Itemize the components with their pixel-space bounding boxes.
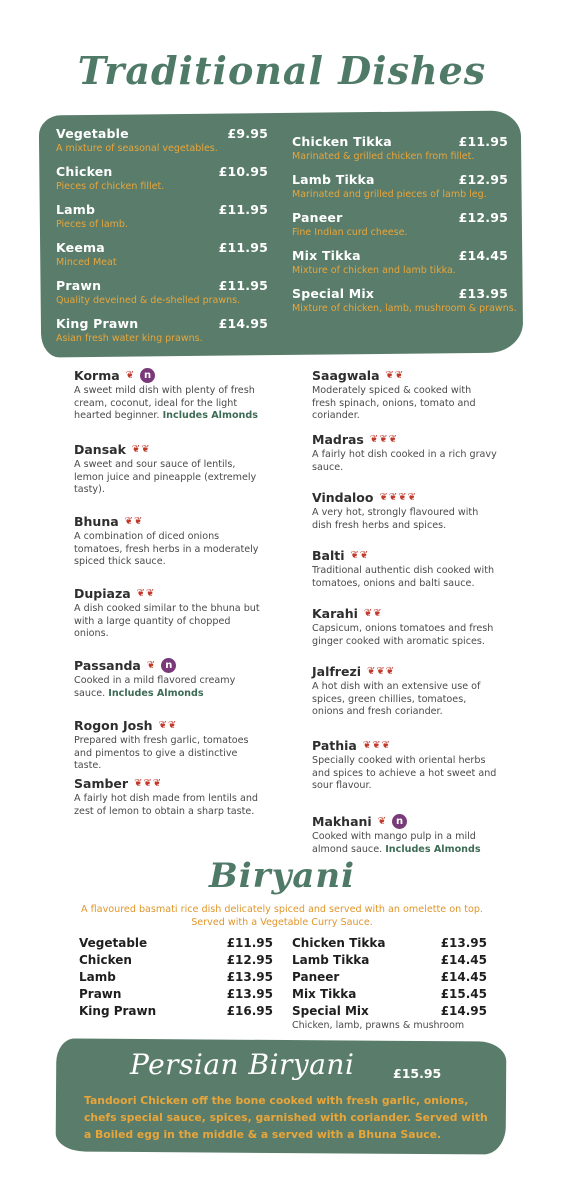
curry-desc: A sweet mild dish with plenty of fresh cream, coconut, ideal for the light hearted beginner. Includes Almonds <box>74 385 258 421</box>
menu-item <box>56 164 268 202</box>
curry-name: Vindaloo <box>312 489 374 505</box>
item-name: Chicken Tikka <box>292 936 386 951</box>
nut-icon: n <box>140 368 155 383</box>
item-name: Vegetable <box>56 126 129 141</box>
item-price: £14.45 <box>458 248 508 263</box>
item-name: Vegetable <box>79 936 148 951</box>
chili-icon: ❦❦❦ <box>134 777 163 789</box>
menu-item <box>292 172 508 210</box>
item-desc: Mixture of chicken and lamb tikka. <box>292 265 456 276</box>
curry-name: Bhuna <box>74 513 119 529</box>
biryani-item <box>79 952 273 969</box>
biryani-item <box>292 985 487 1002</box>
item-price: £11.95 <box>218 240 268 255</box>
item-name: Special Mix <box>292 1003 369 1018</box>
curry-item <box>312 737 498 793</box>
item-price: £13.95 <box>458 286 508 301</box>
curry-desc: Specially cooked with oriental herbs and spices to achieve a hot sweet and sour flavour. <box>312 755 497 791</box>
biryani-intro-line: Served with a Vegetable Curry Sauce. <box>191 916 373 928</box>
curry-desc: Cooked with mango pulp in a mild almond sauce. Includes Almonds <box>312 831 481 855</box>
chili-icon: ❦ <box>125 369 136 381</box>
persian-biryani-title: Persian Biryani <box>130 1048 355 1081</box>
curry-desc: Moderately spiced & cooked with fresh spinach, onions, tomato and coriander. <box>312 385 476 421</box>
item-desc: Pieces of chicken fillet. <box>56 181 165 192</box>
item-desc: Quality deveined & de-shelled prawns. <box>56 295 241 306</box>
item-desc: Fine Indian curd cheese. <box>292 227 408 238</box>
item-price: £14.45 <box>440 953 487 968</box>
curry-name: Rogon Josh <box>74 717 153 733</box>
item-price: £11.95 <box>218 278 268 293</box>
item-name: Lamb Tikka <box>292 172 375 187</box>
item-price: £14.95 <box>218 316 268 331</box>
chili-icon: ❦ <box>146 659 157 671</box>
allergen-note: Includes Almonds <box>108 687 204 699</box>
item-price: £12.95 <box>226 953 273 968</box>
chili-icon: ❦❦❦ <box>362 739 391 751</box>
item-price: £9.95 <box>227 126 268 141</box>
curry-name: Samber <box>74 775 129 791</box>
menu-item <box>292 210 508 248</box>
biryani-item <box>79 1002 273 1019</box>
item-price: £13.95 <box>226 969 273 984</box>
chili-icon: ❦❦ <box>136 587 156 599</box>
page-title: Traditional Dishes <box>77 48 487 93</box>
curry-desc: A sweet and sour sauce of lentils, lemon juice and pineapple (extremely tasty). <box>74 459 257 495</box>
item-price: £12.95 <box>458 210 508 225</box>
item-price: £16.95 <box>226 1003 273 1018</box>
chili-icon: ❦❦❦ <box>369 433 399 445</box>
item-desc: A mixture of seasonal vegetables. <box>56 143 218 154</box>
curry-item <box>312 605 498 648</box>
biryani-intro <box>0 904 564 929</box>
curry-desc: A dish cooked similar to the bhuna but with a large quantity of chopped onions. <box>74 603 260 639</box>
chili-icon: ❦❦ <box>385 369 405 381</box>
chili-icon: ❦❦❦ <box>367 665 396 677</box>
biryani-item <box>79 985 273 1002</box>
curry-item <box>74 775 264 818</box>
item-name: Prawn <box>79 986 122 1001</box>
menu-item <box>292 286 517 324</box>
item-price: £11.95 <box>218 202 268 217</box>
biryani-item <box>292 1002 487 1019</box>
item-price: £14.95 <box>440 1003 487 1018</box>
curry-name: Balti <box>312 547 345 563</box>
nut-icon: n <box>161 658 176 673</box>
curry-name: Jalfrezi <box>312 663 362 679</box>
item-name: Chicken <box>79 953 132 968</box>
chili-icon: ❦❦ <box>158 719 178 731</box>
item-price: £13.95 <box>226 986 273 1001</box>
menu-item <box>292 134 508 172</box>
item-price: £14.45 <box>440 969 487 984</box>
item-desc: Minced Meat <box>56 257 117 268</box>
item-name: Paneer <box>292 969 340 984</box>
curry-item <box>74 717 264 773</box>
chili-icon: ❦❦ <box>131 443 151 455</box>
item-price: £11.95 <box>458 134 508 149</box>
biryani-item <box>292 935 487 952</box>
item-name: Prawn <box>56 278 102 293</box>
curry-desc: Traditional authentic dish cooked with tomatoes, onions and balti sauce. <box>312 565 495 589</box>
item-name: Mix Tikka <box>292 986 357 1001</box>
curry-item <box>312 489 498 532</box>
curry-desc: Prepared with fresh garlic, tomatoes and pimentos to give a distinctive taste. <box>74 735 249 771</box>
item-price: £12.95 <box>458 172 508 187</box>
biryani-right-column <box>292 935 487 1031</box>
chili-icon: ❦❦ <box>350 549 370 561</box>
persian-biryani-price: £15.95 <box>393 1066 442 1081</box>
biryani-item <box>292 969 487 986</box>
curry-name: Madras <box>312 431 364 447</box>
curry-name: Pathia <box>312 737 357 753</box>
item-desc: Mixture of chicken, lamb, mushroom & prawns. <box>292 303 517 314</box>
item-price: £15.45 <box>440 986 487 1001</box>
nut-icon: n <box>392 814 407 829</box>
curry-name: Makhani <box>312 813 372 829</box>
curry-item <box>312 663 498 719</box>
curry-item <box>312 547 498 590</box>
curry-name: Saagwala <box>312 367 380 383</box>
item-name: Keema <box>56 240 105 255</box>
curry-desc: A hot dish with an extensive use of spices, green chillies, tomatoes, onions and fresh coriander. <box>312 681 481 717</box>
curry-item <box>74 513 264 569</box>
curry-name: Korma <box>74 367 120 383</box>
curry-name: Passanda <box>74 657 141 673</box>
curry-item <box>312 431 498 474</box>
item-name: King Prawn <box>56 316 139 331</box>
persian-biryani-desc: Tandoori Chicken off the bone cooked with fresh garlic, onions, chefs special sauce, spices, garnished with coriander. Served with a Boiled egg in the middle & a served with a Bhuna Sauce. <box>84 1094 488 1141</box>
chili-icon: ❦❦ <box>124 515 144 527</box>
curry-name: Dansak <box>74 441 126 457</box>
allergen-note: Includes Almonds <box>385 843 481 855</box>
allergen-note: Includes Almonds <box>162 410 258 421</box>
special-mix-note: Chicken, lamb, prawns & mushroom <box>292 1019 465 1031</box>
chili-icon: ❦❦ <box>363 607 383 619</box>
item-name: Lamb Tikka <box>292 953 370 968</box>
biryani-left-column <box>79 935 273 1019</box>
chili-icon: ❦ <box>377 815 388 827</box>
item-price: £11.95 <box>226 936 273 951</box>
biryani-intro-line: A flavoured basmati rice dish delicately spiced and served with an omelette on top. <box>81 904 483 915</box>
item-name: King Prawn <box>79 1003 157 1018</box>
item-desc: Pieces of lamb. <box>56 219 128 230</box>
menu-item <box>56 278 268 316</box>
curry-item <box>74 585 264 641</box>
panel-right-column <box>292 134 517 324</box>
item-name: Chicken <box>56 164 113 179</box>
menu-item <box>292 248 508 286</box>
menu-item <box>56 316 268 354</box>
curry-desc: A combination of diced onions tomatoes, fresh herbs in a moderately spiced thick sauce. <box>74 531 259 567</box>
biryani-item <box>79 969 273 986</box>
item-price: £13.95 <box>440 936 487 951</box>
curry-desc: A fairly hot dish cooked in a rich gravy sauce. <box>312 449 497 473</box>
curry-desc: A very hot, strongly flavoured with dish fresh herbs and spices. <box>312 507 479 531</box>
biryani-item <box>292 952 487 969</box>
item-name: Mix Tikka <box>292 248 361 263</box>
item-name: Paneer <box>292 210 343 225</box>
curry-item <box>74 657 264 700</box>
item-name: Chicken Tikka <box>292 134 392 149</box>
item-name: Lamb <box>79 969 116 984</box>
item-desc: Marinated & grilled chicken from fillet. <box>292 151 475 162</box>
curry-desc: A fairly hot dish made from lentils and zest of lemon to obtain a sharp taste. <box>74 793 258 817</box>
menu-item <box>56 126 268 164</box>
chili-icon: ❦❦❦❦ <box>379 491 417 503</box>
panel-left-column <box>56 126 268 354</box>
curry-item <box>74 367 264 423</box>
curry-item <box>312 367 498 423</box>
item-name: Lamb <box>56 202 96 217</box>
item-name: Special Mix <box>292 286 375 301</box>
item-desc: Marinated and grilled pieces of lamb leg. <box>292 189 487 200</box>
item-desc: Asian fresh water king prawns. <box>56 333 203 344</box>
item-price: £10.95 <box>218 164 268 179</box>
curry-item <box>74 441 264 497</box>
curry-name: Karahi <box>312 605 358 621</box>
menu-item <box>56 202 268 240</box>
curry-desc: Cooked in a mild flavored creamy sauce. Includes Almonds <box>74 675 236 699</box>
biryani-title: Biryani <box>209 856 355 896</box>
menu-item <box>56 240 268 278</box>
curry-item <box>312 813 498 856</box>
curry-name: Dupiaza <box>74 585 131 601</box>
biryani-item <box>79 935 273 952</box>
curry-desc: Capsicum, onions tomatoes and fresh ginger cooked with aromatic spices. <box>312 623 494 647</box>
